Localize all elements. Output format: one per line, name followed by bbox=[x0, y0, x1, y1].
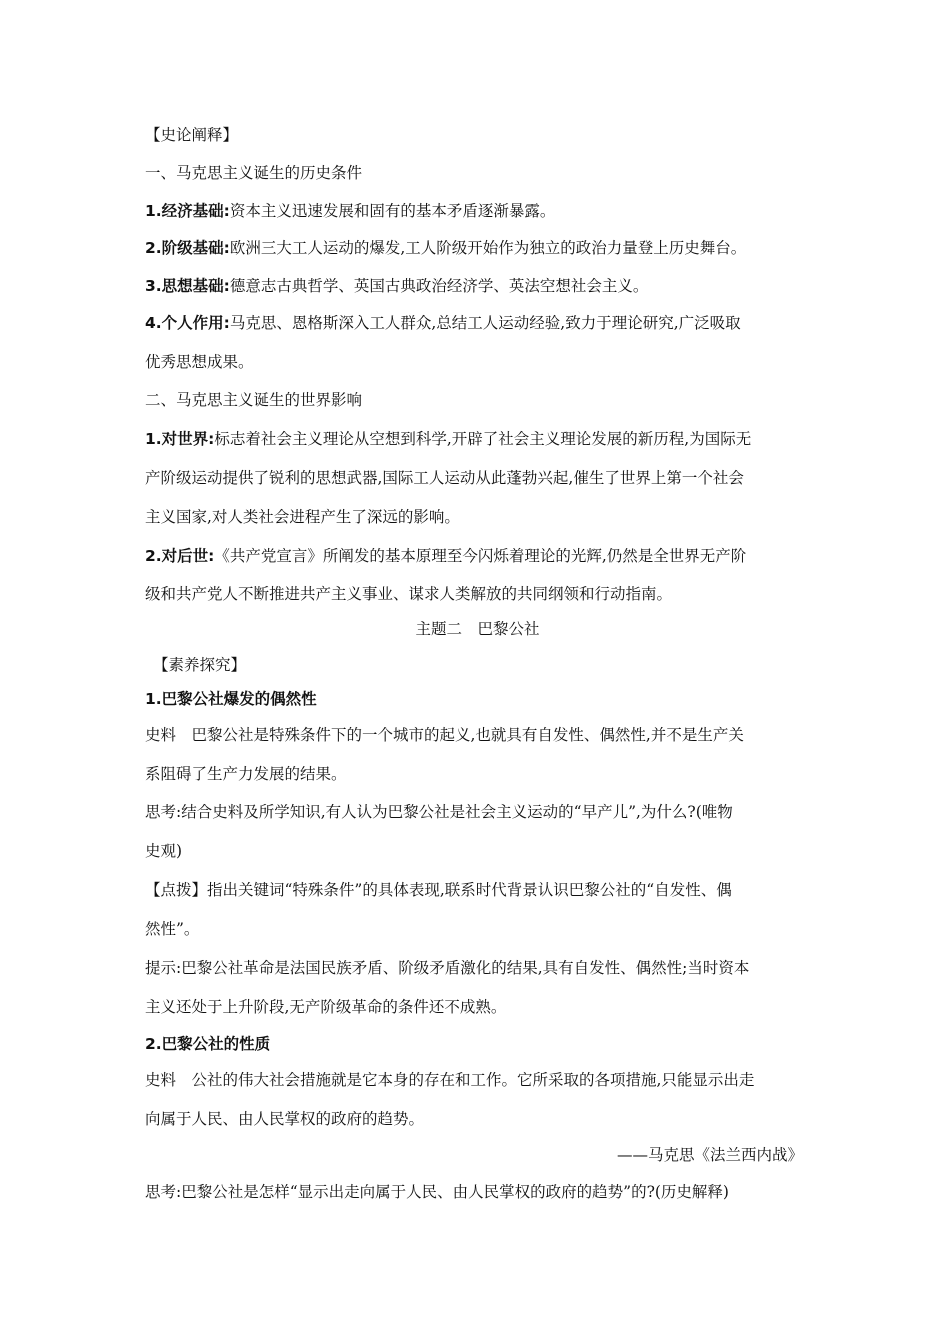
impact-on-world-cont2: 主义国家,对人类社会进程产生了深远的影响。 bbox=[145, 508, 460, 526]
item-label: 1.对世界: bbox=[145, 430, 215, 448]
item-text: 《共产党宣言》所阐发的基本原理至今闪烁着理论的光辉,仍然是全世界无产阶 bbox=[214, 547, 747, 565]
question1-hint-cont: 主义还处于上升阶段,无产阶级革命的条件还不成熟。 bbox=[145, 998, 507, 1016]
item-label: 3.思想基础: bbox=[145, 277, 230, 295]
item-text: 马克思、恩格斯深入工人群众,总结工人运动经验,致力于理论研究,广泛吸取 bbox=[229, 314, 741, 332]
impact-on-later-generations bbox=[145, 545, 746, 567]
impact-on-world-cont1: 产阶级运动提供了锐利的思想武器,国际工人运动从此蓬勃兴起,催生了世界上第一个社会 bbox=[145, 469, 744, 487]
item-personal-role-cont: 优秀思想成果。 bbox=[145, 353, 254, 371]
theme-title: 主题二 巴黎公社 bbox=[415, 620, 540, 638]
section-header-shilun: 【史论阐释】 bbox=[145, 126, 239, 144]
question1-tip: 【点拨】指出关键词“特殊条件”的具体表现,联系时代背景认识巴黎公社的“自发性、偶 bbox=[145, 881, 732, 899]
question2-title: 2.巴黎公社的性质 bbox=[145, 1035, 271, 1053]
item-label: 4.个人作用: bbox=[145, 314, 230, 332]
heading-world-impact: 二、马克思主义诞生的世界影响 bbox=[145, 391, 363, 409]
question1-think: 思考:结合史料及所学知识,有人认为巴黎公社是社会主义运动的“早产儿”,为什么?(唯物 bbox=[145, 803, 733, 821]
question2-think: 思考:巴黎公社是怎样“显示出走向属于人民、由人民掌权的政府的趋势”的?(历史解释) bbox=[145, 1183, 729, 1201]
question2-source: ——马克思《法兰西内战》 bbox=[616, 1146, 803, 1164]
question1-tip-cont: 然性”。 bbox=[145, 920, 200, 938]
question1-hint: 提示:巴黎公社革命是法国民族矛盾、阶级矛盾激化的结果,具有自发性、偶然性;当时资本 bbox=[145, 959, 750, 977]
question2-material-cont: 向属于人民、由人民掌权的政府的趋势。 bbox=[145, 1110, 425, 1128]
item-text: 德意志古典哲学、英国古典政治经济学、英法空想社会主义。 bbox=[229, 277, 649, 295]
item-ideological-basis bbox=[145, 275, 648, 297]
impact-on-later-generations-cont: 级和共产党人不断推进共产主义事业、谋求人类解放的共同纲领和行动指南。 bbox=[145, 585, 673, 603]
item-label: 2.对后世: bbox=[145, 547, 215, 565]
section-header-suyang: 【素养探究】 bbox=[153, 656, 247, 674]
impact-on-world bbox=[145, 428, 751, 450]
item-text: 欧洲三大工人运动的爆发,工人阶级开始作为独立的政治力量登上历史舞台。 bbox=[229, 239, 747, 257]
question2-material: 史料 公社的伟大社会措施就是它本身的存在和工作。它所采取的各项措施,只能显示出走 bbox=[145, 1071, 755, 1089]
heading-historical-conditions: 一、马克思主义诞生的历史条件 bbox=[145, 164, 363, 182]
item-personal-role bbox=[145, 312, 741, 334]
question1-material-cont: 系阻碍了生产力发展的结果。 bbox=[145, 765, 347, 783]
question1-think-cont: 史观) bbox=[145, 842, 183, 860]
question1-material: 史料 巴黎公社是特殊条件下的一个城市的起义,也就具有自发性、偶然性,并不是生产关 bbox=[145, 726, 744, 744]
item-economic-basis bbox=[145, 200, 555, 222]
item-class-basis bbox=[145, 237, 746, 259]
item-text: 标志着社会主义理论从空想到科学,开辟了社会主义理论发展的新历程,为国际无 bbox=[214, 430, 752, 448]
item-text: 资本主义迅速发展和固有的基本矛盾逐渐暴露。 bbox=[229, 202, 556, 220]
question1-title: 1.巴黎公社爆发的偶然性 bbox=[145, 690, 317, 708]
item-label: 2.阶级基础: bbox=[145, 239, 230, 257]
item-label: 1.经济基础: bbox=[145, 202, 230, 220]
